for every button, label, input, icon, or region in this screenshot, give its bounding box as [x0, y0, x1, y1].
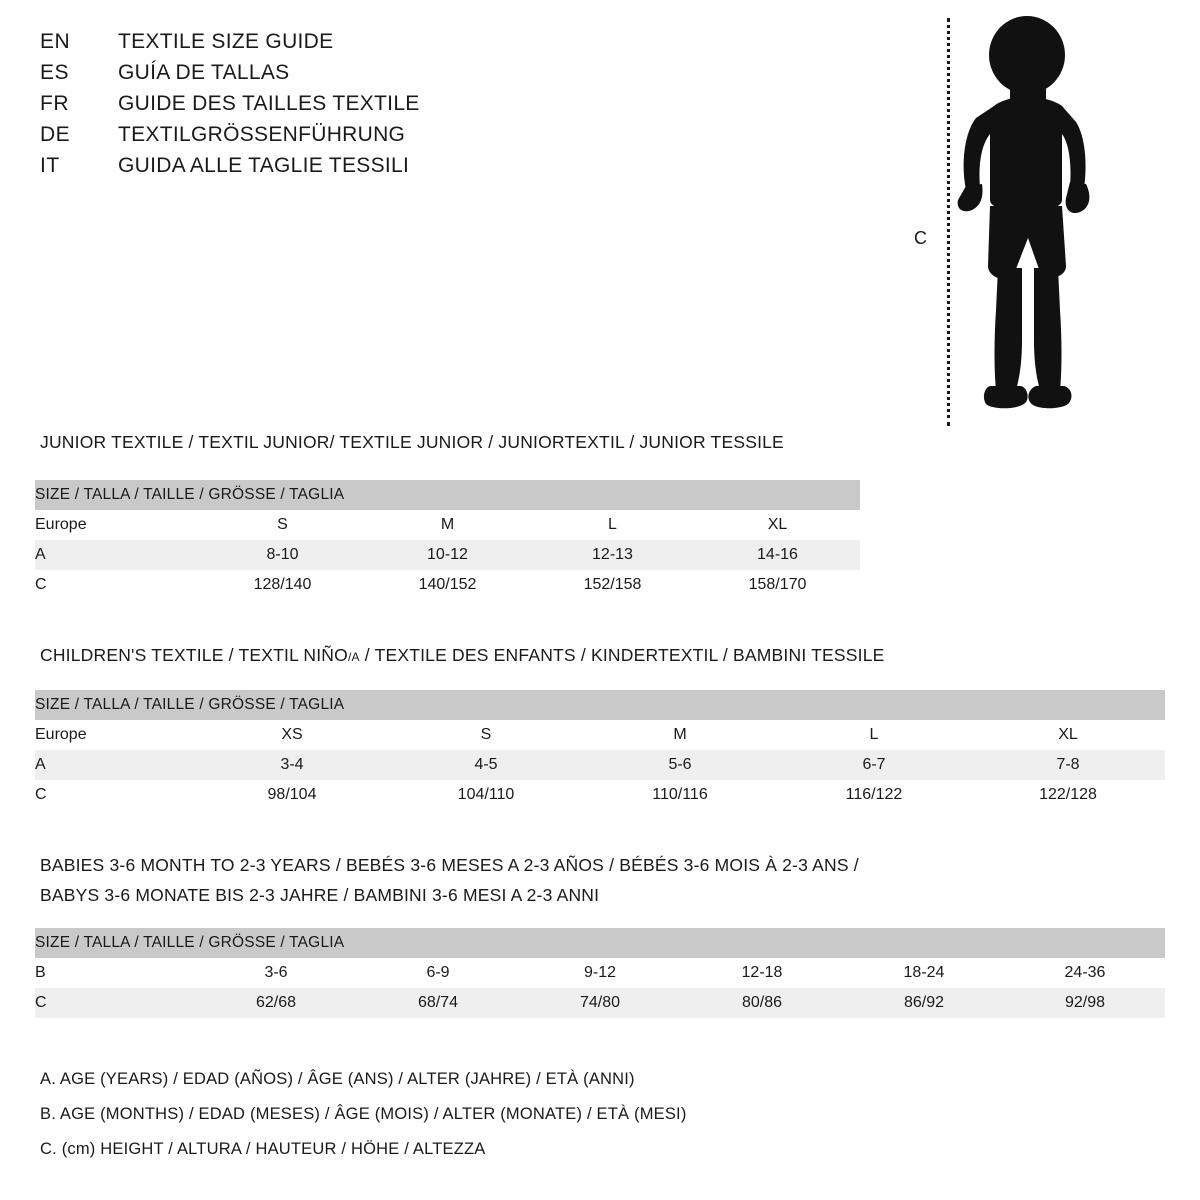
cell-value: S	[389, 720, 583, 750]
cell-value: 110/116	[583, 780, 777, 810]
cell-value: 24-36	[1005, 958, 1165, 988]
cell-value: XS	[195, 720, 389, 750]
table-header-row	[35, 690, 1165, 720]
row-label: Europe	[35, 720, 195, 750]
table-row	[35, 570, 860, 600]
legend-line-c	[40, 1140, 486, 1159]
header-title-text: TEXTILGRÖSSENFÜHRUNG	[118, 123, 406, 146]
child-silhouette-icon	[950, 10, 1150, 430]
cell-value: 7-8	[971, 750, 1165, 780]
cell-value: 116/122	[777, 780, 971, 810]
table-children	[35, 690, 1165, 810]
cell-value: 10-12	[365, 540, 530, 570]
section-title-children-post: / TEXTILE DES ENFANTS / KINDERTEXTIL / BAMBINI TESSILE	[359, 645, 885, 665]
table-row	[35, 780, 1165, 810]
table-row	[35, 750, 1165, 780]
table-header-row	[35, 928, 1165, 958]
header-lang-code: IT	[40, 154, 60, 177]
cell-value: 4-5	[389, 750, 583, 780]
row-label: C	[35, 570, 200, 600]
cell-value: 3-4	[195, 750, 389, 780]
language-title-block	[40, 30, 600, 185]
cell-value: 62/68	[195, 988, 357, 1018]
header-lang-code: ES	[40, 61, 70, 84]
cell-value: 68/74	[357, 988, 519, 1018]
cell-value: 3-6	[195, 958, 357, 988]
header-row	[40, 30, 600, 61]
cell-value: 6-7	[777, 750, 971, 780]
header-title-text: GUIDE DES TAILLES TEXTILE	[118, 92, 420, 115]
table-junior	[35, 480, 860, 600]
row-label: B	[35, 958, 195, 988]
header-lang-code: FR	[40, 92, 69, 115]
cell-value: 152/158	[530, 570, 695, 600]
row-label: C	[35, 780, 195, 810]
header-row	[40, 154, 600, 185]
cell-value: 18-24	[843, 958, 1005, 988]
header-row	[40, 92, 600, 123]
header-lang-code: DE	[40, 123, 71, 146]
legend-line-c-unit: (cm)	[61, 1140, 96, 1158]
cell-value: XL	[695, 510, 860, 540]
section-title-junior: JUNIOR TEXTILE / TEXTIL JUNIOR/ TEXTILE JUNIOR / JUNIORTEXTIL / JUNIOR TESSILE	[40, 432, 784, 452]
cell-value: 9-12	[519, 958, 681, 988]
cell-value: M	[583, 720, 777, 750]
cell-value: M	[365, 510, 530, 540]
header-lang-code: EN	[40, 30, 71, 53]
cell-value: 14-16	[695, 540, 860, 570]
table-header-row	[35, 480, 860, 510]
header-row	[40, 61, 600, 92]
table-header-label: SIZE / TALLA / TAILLE / GRÖSSE / TAGLIA	[35, 690, 1165, 720]
cell-value: 140/152	[365, 570, 530, 600]
cell-value: 74/80	[519, 988, 681, 1018]
cell-value: 8-10	[200, 540, 365, 570]
cell-value: 128/140	[200, 570, 365, 600]
cell-value: 158/170	[695, 570, 860, 600]
header-title-text: TEXTILE SIZE GUIDE	[118, 30, 334, 53]
cell-value: L	[530, 510, 695, 540]
section-title-babies-line2: BABYS 3-6 MONATE BIS 2-3 JAHRE / BAMBINI 3-6 MESI A 2-3 ANNI	[40, 885, 600, 905]
legend-line-a: A. AGE (YEARS) / EDAD (AÑOS) / ÂGE (ANS) / ALTER (JAHRE) / ETÀ (ANNI)	[40, 1070, 635, 1088]
cell-value: 12-13	[530, 540, 695, 570]
table-row	[35, 510, 860, 540]
cell-value: 92/98	[1005, 988, 1165, 1018]
cell-value: 98/104	[195, 780, 389, 810]
cell-value: 122/128	[971, 780, 1165, 810]
cell-value: 104/110	[389, 780, 583, 810]
header-title-text: GUÍA DE TALLAS	[118, 61, 290, 84]
row-label: Europe	[35, 510, 200, 540]
measure-label-c: C	[914, 228, 927, 248]
cell-value: 80/86	[681, 988, 843, 1018]
legend-line-c-post: HEIGHT / ALTURA / HAUTEUR / HÖHE / ALTEZZA	[95, 1140, 486, 1158]
table-row	[35, 958, 1165, 988]
row-label: A	[35, 540, 200, 570]
cell-value: 5-6	[583, 750, 777, 780]
section-title-babies-line1: BABIES 3-6 MONTH TO 2-3 YEARS / BEBÉS 3-6 MESES A 2-3 AÑOS / BÉBÉS 3-6 MOIS À 2-3 ANS /	[40, 855, 859, 875]
cell-value: 6-9	[357, 958, 519, 988]
table-row	[35, 988, 1165, 1018]
legend-line-c-pre: C.	[40, 1140, 62, 1158]
table-babies	[35, 928, 1165, 1018]
height-measure-figure	[900, 10, 1160, 430]
cell-value: 86/92	[843, 988, 1005, 1018]
section-title-children-pre: CHILDREN'S TEXTILE / TEXTIL NIÑO	[40, 645, 348, 665]
section-title-children	[40, 645, 885, 666]
cell-value: L	[777, 720, 971, 750]
cell-value: XL	[971, 720, 1165, 750]
table-row	[35, 720, 1165, 750]
row-label: A	[35, 750, 195, 780]
table-header-label: SIZE / TALLA / TAILLE / GRÖSSE / TAGLIA	[35, 480, 860, 510]
table-header-label: SIZE / TALLA / TAILLE / GRÖSSE / TAGLIA	[35, 928, 1165, 958]
table-row	[35, 540, 860, 570]
section-title-children-sub: /A	[347, 650, 360, 664]
row-label: C	[35, 988, 195, 1018]
header-row	[40, 123, 600, 154]
header-title-text: GUIDA ALLE TAGLIE TESSILI	[118, 154, 410, 177]
legend-line-b: B. AGE (MONTHS) / EDAD (MESES) / ÂGE (MOIS) / ALTER (MONATE) / ETÀ (MESI)	[40, 1105, 687, 1123]
cell-value: S	[200, 510, 365, 540]
cell-value: 12-18	[681, 958, 843, 988]
